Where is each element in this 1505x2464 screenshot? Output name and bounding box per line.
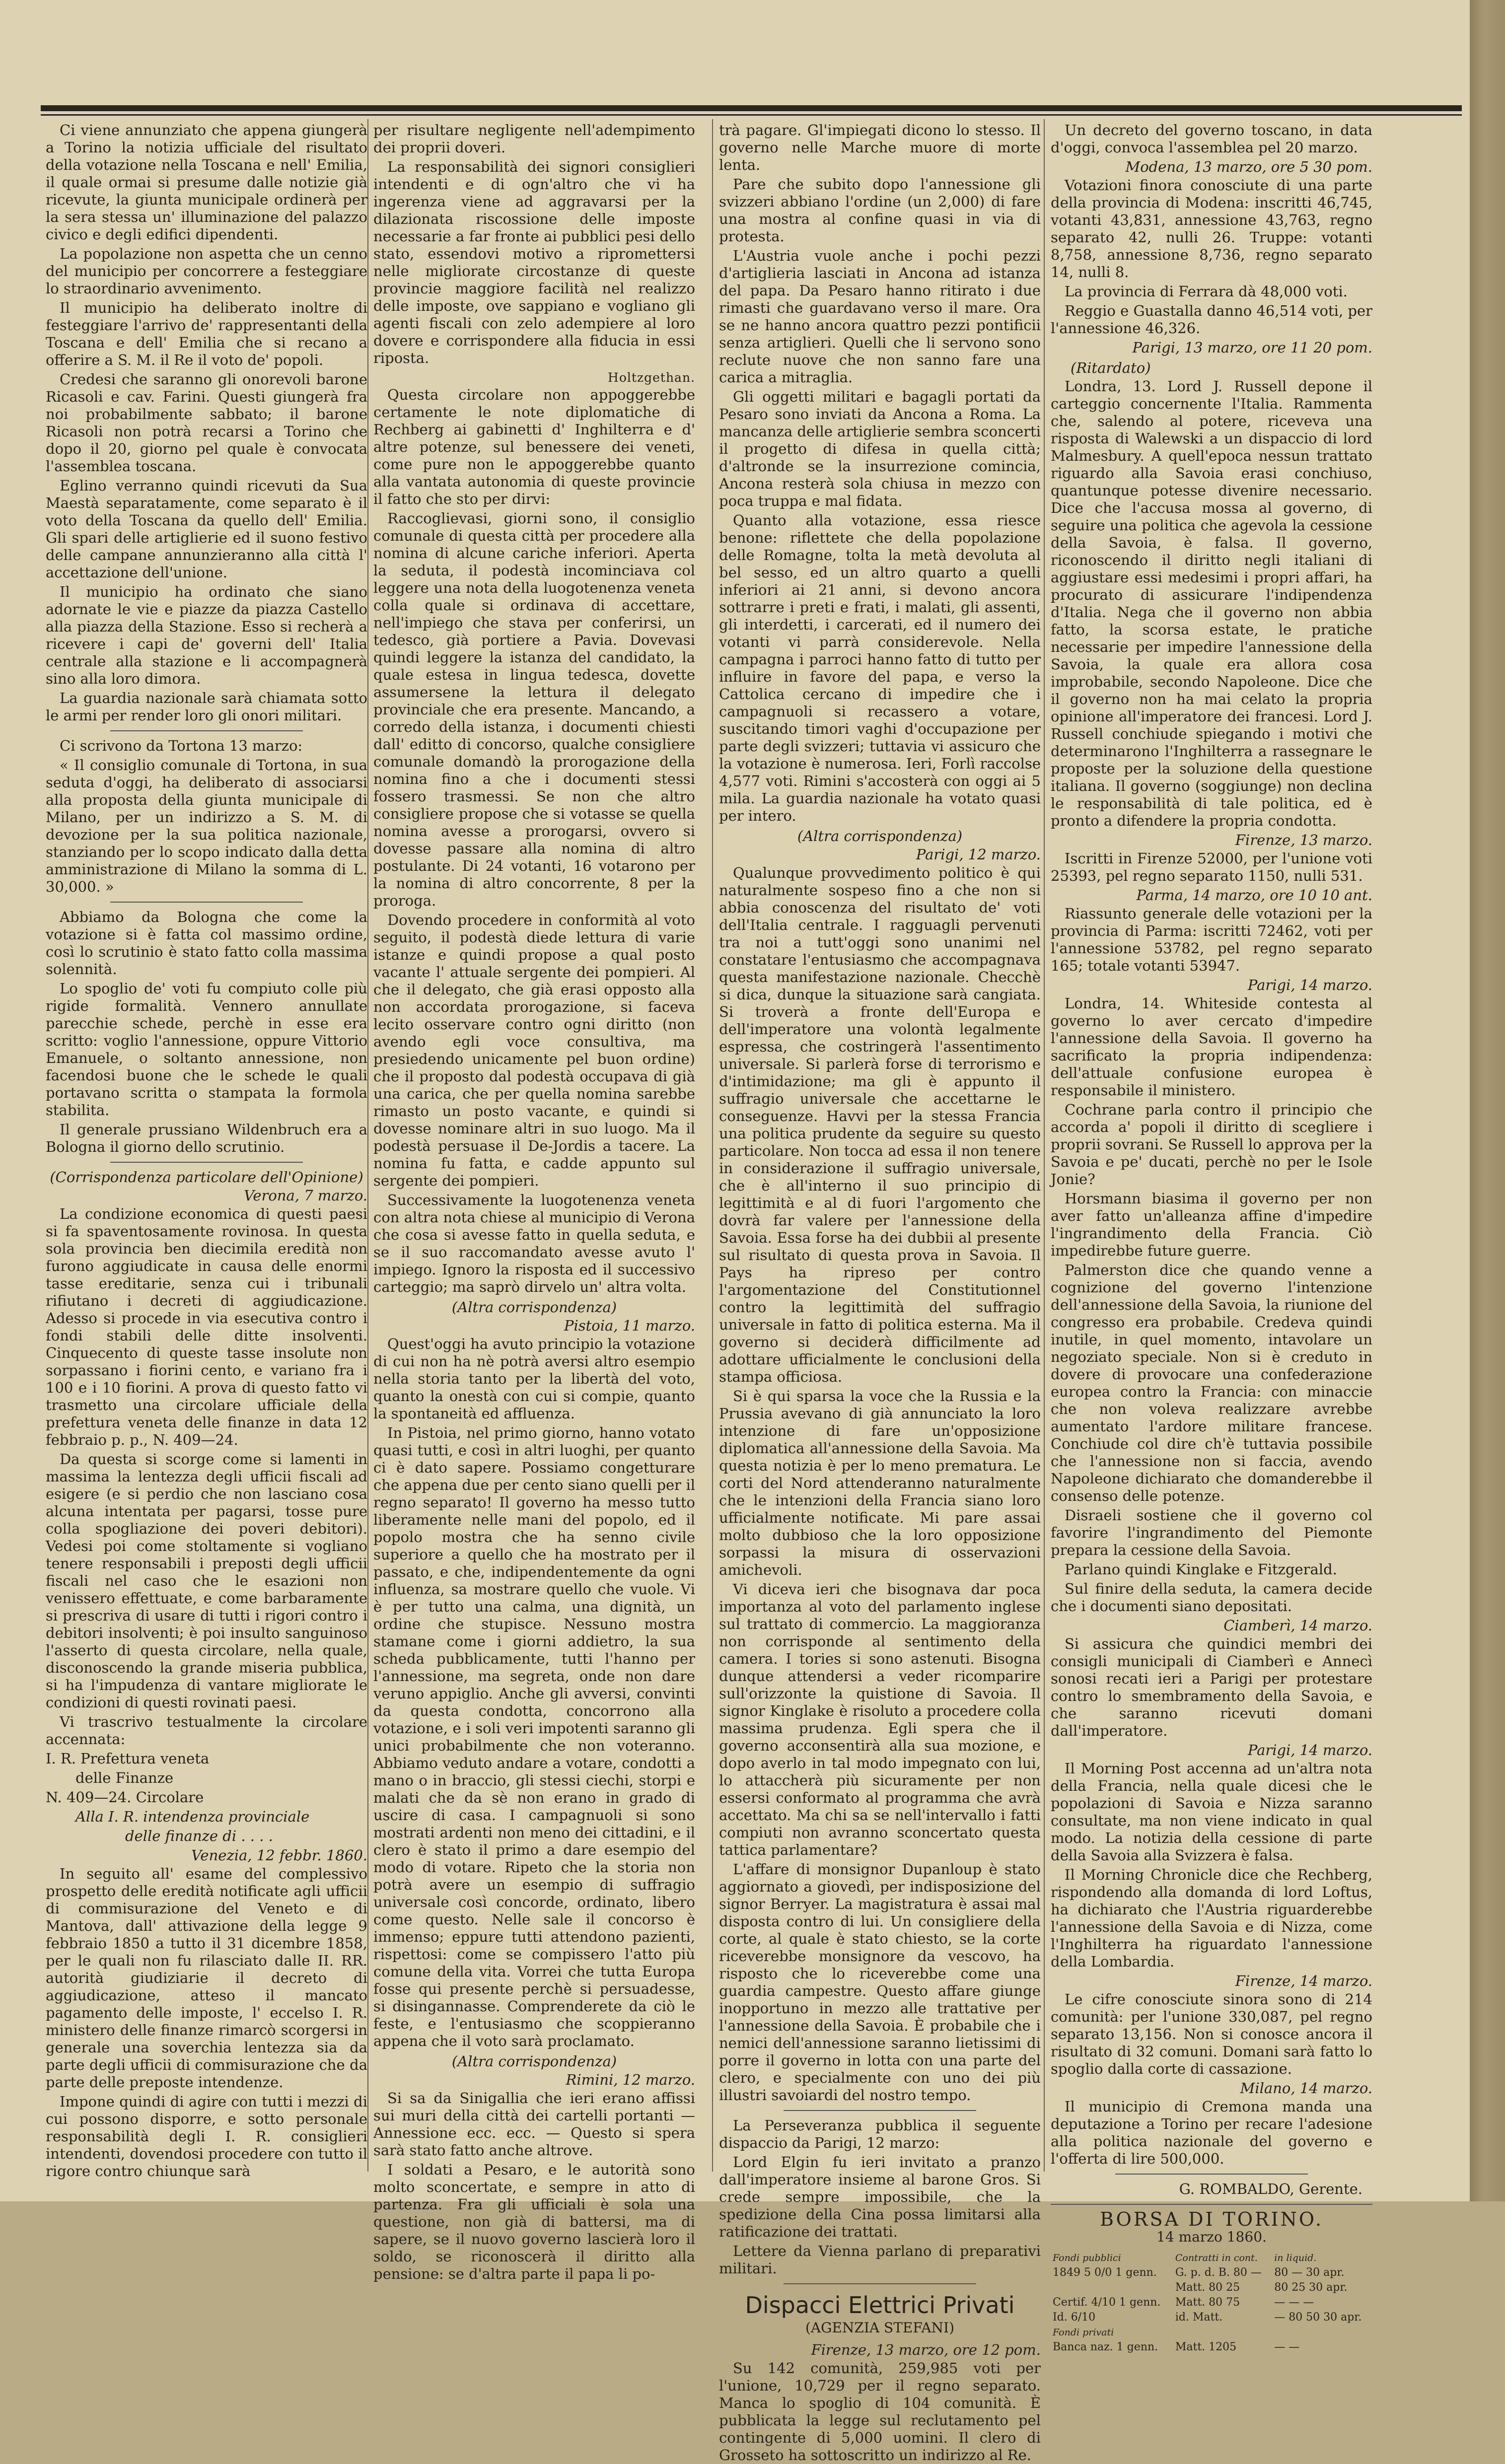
paragraph: Da questa si scorge come si lamenti in massima la lentezza degli ufficii fiscali ad esigere (e si perdio che non lasciano cosa alcuna intentata per pagarsi, tosse pure colla spogliazione dei poveri debitori). Vedesi poi come stoltamente si vogliano tenere responsabili i preposti degli ufficii fiscali nel caso che le esazioni non venissero effettuate, e come barbaramente si prescriva di usare di tutti i rigori contro i debitori insolventi; è poi insulto sanguinoso l'asserto di questa circolare, nella quale, disconoscendo la grande miseria pubblica, si ha l'impudenza di vantare migliorate le condizioni di questi rovinati paesi.	[46, 1451, 367, 1711]
paragraph: Pare che subito dopo l'annessione gli svizzeri abbiano l'ordine (un 2,000) di fare una mostra al confine quasi in via di protesta.	[719, 176, 1041, 245]
column-4	[1051, 122, 1372, 2353]
paragraph: La responsabilità dei signori consiglieri intendenti e di ogn'altro che vi ha ingerenza viene ad aggravarsi per la dilazionata riscossione delle imposte necessarie a far fronte ai pubblici pesi dello stato, essendovi motivo a ripromettersi nelle migliorate circostanze di queste provincie maggiore facilità nel realizzo delle imposte, ove sappiano e vogliano gli agenti fiscali con zelo adempiere al loro dovere e corrispondere alla fiducia in essi riposta.	[373, 158, 695, 366]
divider	[110, 902, 303, 903]
column-rule	[712, 119, 713, 2172]
paragraph: Su 142 comunità, 259,985 voti per l'unione, 10,729 per il regno separato. Manca lo spoglio di 104 comunità. È pubblicata la legge sul reclutamento pel contingente di 5,000 uomini. Il clero di Grosseto ha sottoscritto un indirizzo al Re.	[719, 2360, 1041, 2464]
header-cell: Fondi pubblici	[1053, 2253, 1121, 2263]
paragraph: Si è qui sparsa la voce che la Russia e la Prussia avevano di già annunciato la loro intenzione di fare un'opposizione diplomatica all'annessione della Savoia. Ma questa notizia è per lo meno prematura. Le corti del Nord attenderanno naturalmente che le intenzioni della Francia siano loro ufficialmente notificate. Mi pare assai molto dubbioso che la loro opposizione sorpassi la misura di osservazioni amichevoli.	[719, 1388, 1041, 1578]
table-row	[1051, 2265, 1372, 2280]
paragraph: La condizione economica di questi paesi si fa spaventosamente rovinosa. In questa sola provincia ben diecimila eredità non furono aggiudicate in causa delle enormi tasse ereditarie, senza cui i tribunali rifiutano i decreti di aggiudicazione. Adesso si procede in via esecutiva contro i fondi stabili delle ditte insolventi. Cinquecento di queste tasse insolute non sorpassano i fiorini cento, e variano fra i 100 e i 10 fiorini. A prova di questo fatto vi trasmetto una circolare ufficiale della prefettura veneta delle finanze in data 12 febbraio p. p., N. 409—24.	[46, 1205, 367, 1448]
table-header	[1051, 2325, 1372, 2340]
dateline: Venezia, 12 febbr. 1860.	[191, 1847, 367, 1864]
dateline: Modena, 13 marzo, ore 5 30 pom.	[1125, 158, 1372, 175]
paragraph: Il municipio ha deliberato inoltre di festeggiare l'arrivo de' rappresentanti della Toscana e dell' Emilia che si recano a offerire a S. M. il Re il voto de' popoli.	[46, 299, 367, 368]
dateline: Parigi, 14 marzo.	[1247, 1742, 1372, 1759]
paragraph: Si assicura che quindici membri dei consigli municipali di Ciamberì e Annecì sonosi recati ieri a Parigi per protestare contro lo smembramento della Savoia, e che saranno ricevuti domani dall'imperatore.	[1051, 1635, 1372, 1739]
dateline: Parigi, 12 marzo.	[916, 846, 1041, 863]
paragraph: L'Austria vuole anche i pochi pezzi d'artiglieria lasciati in Ancona ad istanza del papa. Da Pesaro hanno ritirato i due rimasti che guardavano verso il mare. Ora se ne hanno ancora quattro pezzi pontificii senza artiglieri. Quelli che li servono sono reclute nuove che non sanno fare una carica a mitraglia.	[719, 247, 1041, 386]
paragraph: Abbiamo da Bologna che come la votazione si è fatta col massimo ordine, così lo scrutinio è stato fatto colla massima solennità.	[46, 909, 367, 978]
paragraph: Parlano quindi Kinglake e Fitzgerald.	[1065, 1561, 1337, 1578]
exchange-title: BORSA DI TORINO.	[1100, 2208, 1323, 2230]
paragraph: Ci viene annunziato che appena giungerà a Torino la notizia ufficiale del risultato della votazione nella Toscana e nell' Emilia, il quale ormai si presume dalle notizie già ricevute, la giunta municipale ordinerà per la sera stessa un' illuminazione del palazzo civico e degli edifici dipendenti.	[46, 122, 367, 243]
header-cell: in liquid.	[1274, 2253, 1317, 2263]
header-cell: Contratti in cont.	[1175, 2253, 1258, 2263]
exchange-table	[1051, 2251, 1372, 2355]
header-cell: Fondi privati	[1053, 2327, 1114, 2338]
paragraph: Questa circolare non appoggerebbe certamente le note diplomatiche di Rechberg ai gabinetti d' Inghilterra e d' altre potenze, sul benessere dei veneti, come pure non le appoggerebbe quanto alla vantata autonomia di queste provincie il fatto che sto per dirvi:	[373, 386, 695, 507]
paragraph: Il Morning Post accenna ad un'altra nota della Francia, nella quale dicesi che le popolazioni di Savoia e Nizza saranno consultate, ma non viene indicato in qual modo. La notizia della cessione di parte della Savoia alla Svizzera è falsa.	[1051, 1760, 1372, 1864]
column-rule	[1044, 119, 1045, 2172]
dateline: Parma, 14 marzo, ore 10 10 ant.	[1136, 887, 1372, 904]
top-rule-thin	[41, 114, 1462, 116]
paragraph: « Il consiglio comunale di Tortona, in sua seduta d'oggi, ha deliberato di associarsi alla proposta della giunta municipale di Milano, per un indirizzo a S. M. di devozione per la sua politica nazionale, stanziando per lo scopo indicato dalla detta amministrazione di Milano la somma di L. 30,000. »	[46, 757, 367, 895]
paragraph: Disraeli sostiene che il governo col favorire l'ingrandimento del Piemonte prepara la cessione della Savoia.	[1051, 1507, 1372, 1558]
divider	[784, 2110, 977, 2111]
paragraph: La provincia di Ferrara dà 48,000 voti.	[1065, 283, 1348, 300]
dateline: Verona, 7 marzo.	[244, 1187, 367, 1204]
section-heading: (Corrispondenza particolare dell'Opinione)	[50, 1169, 363, 1186]
paragraph: Sul finire della seduta, la camera decide che i documenti siano depositati.	[1051, 1580, 1372, 1615]
paragraph: Lettere da Vienna parlano di preparativi militari.	[719, 2243, 1041, 2277]
paragraph: Riassunto generale delle votazioni per la provincia di Parma: iscritti 72462, voti per l'annessione 53782, pel regno separato 165; totale votanti 53947.	[1051, 905, 1372, 974]
paragraph: Qualunque provvedimento politico è qui naturalmente sospeso fino a che non si abbia conoscenza del risultato de' voti dell'Italia centrale. I ragguagli pervenuti tra noi a tutt'oggi sono unanimi nel constatare l'entusiasmo che accompagnava questa manifestazione nazionale. Checchè si dica, dunque la situazione sarà cangiata. Si troverà a fronte dell'Europa e dell'imperatore una volontà legalmente espressa, che costringerà l'assentimento universale. Si parlerà forse di terrorismo e d'intimidazione; ma gli è appunto il suffragio universale che accettarne le conseguenze. Havvi per la stessa Francia una politica prudente da seguire su questo particolare. Non tocca ad essa il non tenere in considerazione il suffragio universale, che è all'interno il suo principio di legittimità e al di fuori l'argomento che dovrà far valere per l'annessione della Savoia. Essa forse ha dei dubbii al presente sul risultato di questa prova in Savoia. Il Pays ha ripreso per contro l'argomentazione del Constitutionnel contro la legittimità del suffragio universale in fatto di politica esterna. Ma il governo si deciderà difficilmente ad adottare ufficialmente le conclusioni della stampa officiosa.	[719, 864, 1041, 1385]
column-2	[373, 122, 695, 2282]
dateline: Firenze, 13 marzo.	[1235, 832, 1372, 848]
divider	[784, 2283, 977, 2284]
paragraph: Eglino verranno quindi ricevuti da Sua Maestà separatamente, come separato è il voto della Toscana da quello dell' Emilia. Gli spari delle artiglierie ed il suono festivo delle campane annunzieranno alla città l' accettazione dell'unione.	[46, 477, 367, 581]
divider	[1051, 2204, 1372, 2205]
paragraph: Ci scrivono da Tortona 13 marzo:	[60, 737, 303, 754]
paragraph: Vi diceva ieri che bisognava dar poca importanza al voto del parlamento inglese sul trattato di commercio. La maggioranza non corrisponde al sentimento della camera. I tories si sono astenuti. Bisogna dunque attendersi a veder ricomparire sull'orizzonte la quistione di Savoia. Il signor Kinglake è risoluto a procedere colla massima prudenza. Egli spera che il governo acconsentirà alla sua mozione, e dopo averlo in tal modo impegnato con lui, lo attaccherà più sicuramente per non essersi conformato al programma che avrà accettato. Ma chi sa se nell'intervallo i fatti compiuti non avranno sconcertato questa tattica parlamentare?	[719, 1581, 1041, 1858]
paragraph: Vi trascrivo testualmente la circolare accennata:	[46, 1713, 367, 1748]
paragraph: Raccoglievasi, giorni sono, il consiglio comunale di questa città per procedere alla nomina di alcune cariche inferiori. Aperta la seduta, il podestà incominciava col leggere una nota della luogotenenza veneta colla quale si ordinava di accettare, nell'impiego che stava per conferirsi, un tedesco, già portiere a Pavia. Dovevasi quindi leggere la istanza del candidato, la quale estesa in lingua tedesca, dovette assumersene la lettura il delegato provinciale che era presente. Mancando, a corredo della istanza, i documenti chiesti dall' editto di concorso, qualche consigliere comunale domandò la prorogazione della nomina fino a che i documenti stessi fossero trasmessi. Se non che altro consigliere propose che si votasse se quella nomina avesse a prorogarsi, ovvero si dovesse passare alla nomina di altro postulante. Di 24 votanti, 16 votarono per la nomina di altro concorrente, 8 per la proroga.	[373, 510, 695, 909]
dateline: Parigi, 13 marzo, ore 11 20 pom.	[1132, 339, 1372, 356]
circular-line: I. R. Prefettura veneta	[46, 1750, 210, 1767]
paragraph: Reggio e Guastalla danno 46,514 voti, per l'annessione 46,326.	[1051, 302, 1372, 337]
table-cell: 1849 5 0/0 1 genn.	[1053, 2266, 1157, 2279]
table-row	[1051, 2310, 1372, 2325]
paragraph: Lord Elgin fu ieri invitato a pranzo dall'imperatore insieme al barone Gros. Si crede sempre impossibile, che la spedizione della Cina possa limitarsi alla ratificazione dei trattati.	[719, 2154, 1041, 2240]
top-rule	[41, 105, 1462, 111]
paragraph: Iscritti in Firenze 52000, per l'unione voti 25393, pel regno separato 1150, nulli 531.	[1051, 850, 1372, 884]
paragraph: Cochrane parla contro il principio che accorda a' popoli il diritto di scegliere i proprii sovrani. Se Russell lo approva per la Savoia e pe' ducati, perchè no per le Isole Jonie?	[1051, 1101, 1372, 1188]
paragraph: trà pagare. Gl'impiegati dicono lo stesso. Il governo nelle Marche muore di morte lenta.	[719, 122, 1041, 173]
paragraph: Londra, 14. Whiteside contesta al governo lo aver cercato d'impedire l'annessione della Savoia. Il governo ha sacrificato la propria indipendenza: dell'attuale confusione europea è responsabile il ministero.	[1051, 995, 1372, 1099]
paragraph: Credesi che saranno gli onorevoli barone Ricasoli e cav. Farini. Questi giungerà fra noi probabilmente sabbato; il barone Ricasoli non potrà recarsi a Torino che dopo il 20, giorno pel quale è convocata l'assemblea toscana.	[46, 371, 367, 475]
dateline: Rimini, 12 marzo.	[566, 2071, 695, 2088]
paragraph: Si sa da Sinigallia che ieri erano affissi sui muri della città dei cartelli portanti — Annessione ecc. ecc. — Questo si spera sarà stato fatto anche altrove.	[373, 2090, 695, 2159]
paragraph: La guardia nazionale sarà chiamata sotto le armi per render loro gli onori militari.	[46, 690, 367, 724]
section-heading: (Ritardato)	[1071, 359, 1151, 376]
paragraph: Quanto alla votazione, essa riesce benone: riflettete che della popolazione delle Romagne, tolta la metà devoluta al bel sesso, ed un altro quarto a quelli inferiori ai 21 anni, si devono ancora sottrarre i preti e frati, i malati, gli assenti, gli interdetti, i carcerati, ed il numero dei votanti vi parrà considerevole. Nella campagna i parroci hanno fatto di tutto per influire in favore del papa, e verso la Cattolica cercano di impedire che i campagnuoli si recassero a votare, suscitando timori vaghi d'occupazione per parte degli svizzeri; tuttavia vi assicuro che la votazione è numerosa. Ieri, Forlì raccolse 4,577 voti. Rimini s'accosterà con oggi ai 5 mila. La guardia nazionale ha votato quasi per intero.	[719, 512, 1041, 824]
paragraph: Lo spoglio de' voti fu compiuto colle più rigide formalità. Vennero annullate parecchie schede, perchè in esse era scritto: voglio l'annessione, oppure Vittorio Emanuele, o soltanto annessione, non facendosi buone che le schede le quali portavano scritta o stampata la formola stabilita.	[46, 980, 367, 1119]
dateline: Ciamberì, 14 marzo.	[1223, 1617, 1372, 1634]
table-cell: Matt. 80 75	[1175, 2296, 1240, 2309]
paragraph: per risultare negligente nell'adempimento dei proprii doveri.	[373, 122, 695, 156]
table-cell: — — —	[1274, 2296, 1314, 2309]
manager-signature: G. ROMBALDO, Gerente.	[1179, 2181, 1362, 2197]
table-row	[1051, 2295, 1372, 2310]
paragraph: In Pistoia, nel primo giorno, hanno votato quasi tutti, e così in altri luoghi, per quanto ci è dato sapere. Possiamo congetturare che appena due per cento siano quelli per il regno separato! Il governo ha messo tutto liberamente nelle mani del popolo, ed il popolo mostra che ha senno civile superiore a quello che ha mostrato per il passato, e che, indipendentemente da ogni influenza, sa mostrare quello che vuole. Vi è per tutto una calma, una dignità, un ordine che stupisce. Nessuno mostra stamane come i giorni addietro, la sua scheda pubblicamente, tutti l'hanno per l'annessione, ma segreta, onde non dare veruno appiglio. Anche gli avversi, convinti da questa condotta, concorrono alla votazione, e i soli veri impotenti saranno gli unici probabilmente che non voteranno. Abbiamo veduto andare a votare, condotti a mano o in braccio, gli stessi ciechi, storpi e malati che da sè non erano in grado di uscire di casa. I campagnuoli si sono mostrati ardenti non meno dei cittadini, e il clero è stato il primo a dare esempio del modo di votare. Ripeto che la storia non potrà avere un esempio di suffragio universale così concorde, ordinato, libero come questo. Nelle sale il concorso è immenso; eppure tutti attendono pazienti, rispettosi: come se compissero l'atto più comune della vita. Vorrei che tutta Europa fosse qui presente perchè si persuadesse, si disingannasse. Comprenderete da ciò le feste, e l'entusiasmo che scoppieranno appena che il voto sarà proclamato.	[373, 1424, 695, 2049]
page-edge	[1470, 0, 1505, 2201]
divider	[110, 1162, 303, 1163]
table-cell: 80 25 30 apr.	[1274, 2281, 1348, 2294]
table-cell: — —	[1274, 2341, 1300, 2353]
dateline: Milano, 14 marzo.	[1240, 2080, 1372, 2097]
paragraph: Dovendo procedere in conformità al voto seguito, il podestà diede lettura di varie istanze e quindi propose a qual posto vacante l' attuale sergente dei pompieri. Al che il delegato, che già erasi opposto alla non accordata prorogazione, si faceva lecito osservare contro ogni diritto (non avendo egli voce consultiva, ma presiedendo unicamente pel buon ordine) che il proposto dal podestà occupava di già una carica, che per quella nomina sarebbe rimasto un posto vacante, e quindi si dovesse nominare altri in suo luogo. Ma il podestà persuase il De-Jordis a tacere. La nomina fu fatta, e cadde appunto sul sergente dei pompieri.	[373, 912, 695, 1189]
paragraph: Le cifre conosciute sinora sono di 214 comunità: per l'unione 330,087, pel regno separato 13,156. Non si conosce ancora il risultato di 32 comuni. Domani sarà fatto lo spoglio dalla corte di cassazione.	[1051, 1991, 1372, 2077]
dateline: Parigi, 14 marzo.	[1247, 977, 1372, 993]
divider	[1115, 2174, 1308, 2175]
table-cell: Matt. 80 25	[1175, 2281, 1240, 2294]
dateline: Pistoia, 11 marzo.	[564, 1317, 695, 1334]
section-heading: (Altra corrispondenza)	[797, 828, 963, 845]
table-row	[1051, 2340, 1372, 2355]
exchange-date: 14 marzo 1860.	[1156, 2229, 1267, 2245]
divider	[110, 730, 303, 731]
table-header	[1051, 2251, 1372, 2265]
circular-line: N. 409—24. Circolare	[46, 1789, 204, 1806]
table-row	[1051, 2280, 1372, 2295]
table-cell: — 80 50 30 apr.	[1274, 2311, 1362, 2323]
paragraph: Horsmann biasima il governo per non aver fatto un'alleanza affine d'impedire l'ingrandimento della Francia. Ciò impedirebbe future guerre.	[1051, 1190, 1372, 1259]
dispatch-heading: Dispacci Elettrici Privati	[745, 2292, 1015, 2319]
paragraph: Il municipio di Cremona manda una deputazione a Torino per recare l'adesione alla politica nazionale del governo e l'offerta di lire 500,000.	[1051, 2098, 1372, 2167]
section-heading: (Altra corrispondenza)	[451, 2053, 617, 2070]
column-1	[46, 122, 367, 2180]
paragraph: La popolazione non aspetta che un cenno del municipio per concorrere a festeggiare lo straordinario avvenimento.	[46, 245, 367, 297]
paragraph: Il Morning Chronicle dice che Rechberg, rispondendo alla domanda di lord Loftus, ha dichiarato che l'Austria riguarderebbe l'annessione della Savoia e di Nizza, come l'Inghilterra ha riguardato l'annessione della Lombardia.	[1051, 1866, 1372, 1970]
circular-line: Alla I. R. intendenza provinciale	[75, 1808, 310, 1825]
paragraph: Quest'oggi ha avuto principio la votazione di cui non ha nè potrà aversi altro esempio nella storia tanto per la libertà del voto, quanto la onestà con cui si compie, quanto la spontaneità ed affluenza.	[373, 1336, 695, 1422]
paragraph: Votazioni finora conosciute di una parte della provincia di Modena: inscritti 46,745, votanti 43,831, annessione 43,763, regno separato 42, nulli 26. Truppe: votanti 8,758, annessione 8,736, regno separato 14, nulli 8.	[1051, 177, 1372, 281]
paragraph: Successivamente la luogotenenza veneta con altra nota chiese al municipio di Verona che cosa si avesse fatto in quella seduta, e se il suo raccomandato avesse avuto l' impiego. Ignoro la risposta ed il successivo carteggio; ma saprò dirvelo un' altra volta.	[373, 1192, 695, 1295]
column-3	[719, 122, 1041, 2464]
paragraph: Gli oggetti militari e bagagli portati da Pesaro sono inviati da Ancona a Roma. La mancanza delle artiglierie sembra sconcerti il progetto di difesa in quella città; d'altronde se la insurrezione comincia, Ancona resterà sola chiusa in mezzo con poca truppa e mal fidata.	[719, 388, 1041, 509]
paragraph: Il generale prussiano Wildenbruch era a Bologna il giorno dello scrutinio.	[46, 1121, 367, 1155]
circular-line: delle finanze di . . . .	[125, 1828, 273, 1844]
paragraph: Un decreto del governo toscano, in data d'oggi, convoca l'assemblea pel 20 marzo.	[1051, 122, 1372, 156]
table-cell: 80 — 30 apr.	[1274, 2266, 1345, 2279]
table-cell: Matt. 1205	[1175, 2341, 1237, 2353]
paragraph: L'affare di monsignor Dupanloup è stato aggiornato a giovedì, per indisposizione del signor Berryer. La magistratura è assai mal disposta contro di lui. Un consigliere della corte, al quale è stato chiesto, se la corte riceverebbe monsignore da vescovo, ha risposto che lo riceverebbe come una guardia campestre. Questo affare giunge inopportuno in mezzo alle trattative per l'annessione della Savoia. È probabile che i nemici dell'annessione saranno lietissimi di porre il governo in lotta con una parte del clero, e specialmente con uno dei più illustri savoiardi del nostro tempo.	[719, 1861, 1041, 2104]
table-cell: Id. 6/10	[1053, 2311, 1096, 2323]
table-cell: id. Matt.	[1175, 2311, 1223, 2323]
agency-name: (AGENZIA STEFANI)	[805, 2320, 955, 2336]
dateline: Firenze, 14 marzo.	[1235, 1972, 1372, 1989]
section-heading: (Altra corrispondenza)	[451, 1299, 617, 1316]
paragraph: Il municipio ha ordinato che siano adornate le vie e piazze da piazza Castello alla piazza della Stazione. Esso si recherà a ricevere i capi de' governi dell' Italia centrale alla stazione e li accompagnerà sino alla loro dimora.	[46, 583, 367, 687]
paragraph: La Perseveranza pubblica il seguente dispaccio da Parigi, 12 marzo:	[719, 2117, 1041, 2151]
paragraph: Palmerston dice che quando venne a cognizione del governo l'intenzione dell'annessione della Savoia, la riunione del congresso era probabile. Credeva quindi inutile, in quel momento, intavolare un negoziato speciale. Non si è creduto in dovere di provocare una confederazione europea contro la Francia: con minaccie che non voleva realizzare avrebbe aumentato l'ardore militare francese. Conchiude col dire ch'è tuttavia possibile che l'annessione non si faccia, avendo Napoleone dichiarato che domanderebbe il consenso delle potenze.	[1051, 1262, 1372, 1504]
table-cell: Banca naz. 1 genn.	[1053, 2341, 1158, 2353]
table-cell: G. p. d. B. 80 —	[1175, 2266, 1262, 2279]
paragraph: In seguito all' esame del complessivo prospetto delle eredità notificate agli ufficii di commisurazione del Veneto e di Mantova, dall' attivazione della legge 9 febbraio 1850 a tutto il 31 dicembre 1858, per le quali non fu rilasciato dalle II. RR. autorità giudiziarie il decreto di aggiudicazione, atteso il mancato pagamento delle imposte, l' eccelso I. R. ministero delle finanze rimarcò scorgersi in generale una soverchia lentezza sia da parte degli ufficii di commisurazione che da parte delle preposte intendenze.	[46, 1865, 367, 2091]
paragraph: I soldati a Pesaro, e le autorità sono molto sconcertate, e sempre in atto di partenza. Fra gli ufficiali è sola una questione, non già di battersi, ma di sapere, se il nuovo governo lascierà loro il soldo, se riconoscerà il diritto alla pensione: se d'altra parte il papa li po-	[373, 2161, 695, 2282]
dateline: Firenze, 13 marzo, ore 12 pom.	[811, 2341, 1041, 2358]
column-rule	[367, 119, 368, 2172]
table-cell: Certif. 4/10 1 genn.	[1053, 2296, 1161, 2309]
paragraph: Londra, 13. Lord J. Russell depone il carteggio concernente l'Italia. Rammenta che, salendo al potere, riceveva una risposta di Walewski a un dispaccio di lord Malmesbury. A quell'epoca nessun trattato riguardo alla Savoia erasi conchiuso, quantunque potesse divenire necessario. Dice che l'accusa mossa al governo, di seguire una politica che agevola la cessione della Savoia, è falsa. Il governo, riconoscendo il diritto negli italiani di aggiustare essi medesimi i propri affari, ha procurato di assicurare l'indipendenza d'Italia. Nega che il governo non abbia fatto, la scorsa estate, le pratiche necessarie per impedire l'annessione della Savoia, la quale era allora cosa improbabile, secondo Napoleone. Dice che il governo non ha mai celato la propria opinione all'imperatore dei francesi. Lord J. Russell conchiude spiegando i motivi che determinarono l'Inghilterra a rassegnare le proposte per la soluzione della questione italiana. Il governo (soggiunge) non declina le responsabilità di tale politica, ed è pronto a difendere la propria condotta.	[1051, 378, 1372, 829]
signature: Holtzgethan.	[608, 370, 695, 385]
table-cell	[1051, 2280, 1173, 2295]
circular-line: delle Finanze	[75, 1769, 174, 1786]
paragraph: Impone quindi di agire con tutti i mezzi di cui possono disporre, e sotto personale responsabilità degli I. R. consiglieri intendenti, dovendosi procedere con tutto il rigore contro chiunque sarà	[46, 2093, 367, 2180]
